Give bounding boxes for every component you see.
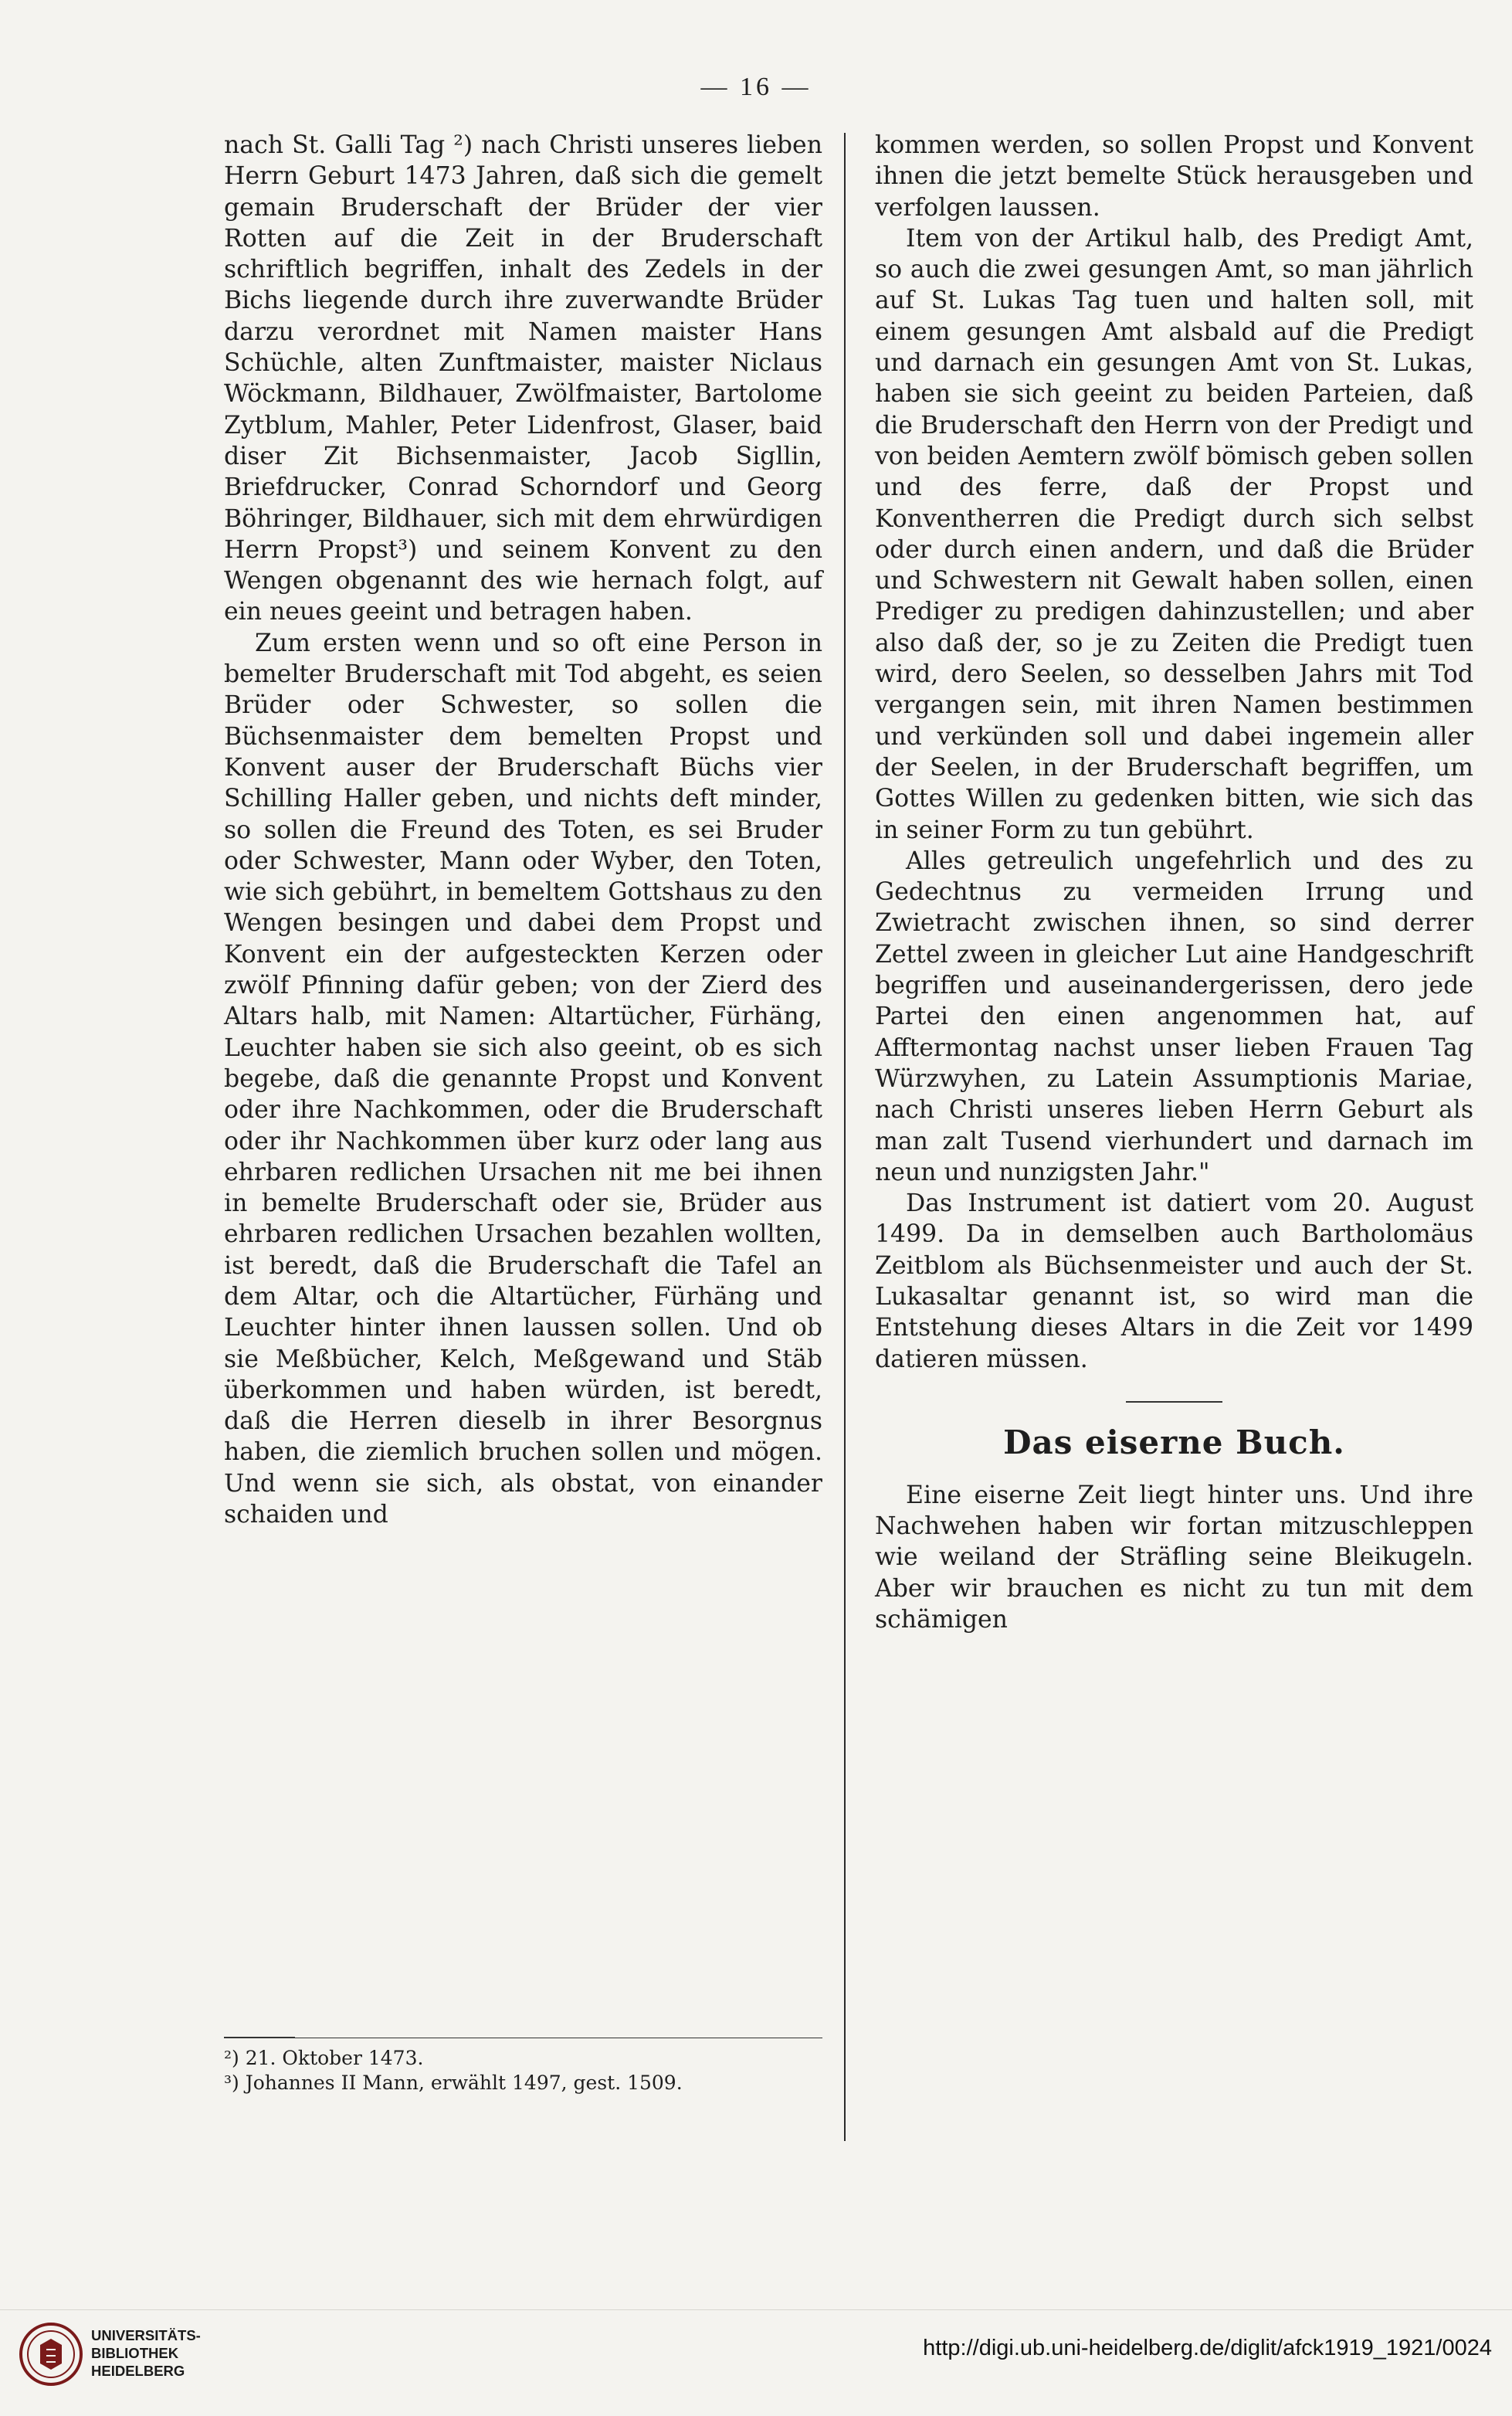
library-line-1: UNIVERSITÄTS- (91, 2327, 201, 2343)
section-paragraph: Eine eiserne Zeit liegt hinter uns. Und ihre Nachwehen haben wir fortan mitzuschleppen wie weiland der Sträfling seine Bleikugeln. Aber wir brauchen es nicht zu tun mit dem schämigen (875, 1481, 1473, 1634)
source-url-link[interactable]: http://digi.ub.uni-heidelberg.de/diglit/afck1919_1921/0024 (923, 2336, 1492, 2360)
footer-divider (0, 2309, 1512, 2310)
library-name (91, 2326, 201, 2380)
footnote-2: ²) 21. Oktober 1473. (224, 2047, 424, 2069)
section-title: Das eiserne Buch. (1003, 1423, 1345, 1461)
library-line-3: HEIDELBERG (91, 2363, 185, 2379)
section-rule (1126, 1401, 1222, 1403)
left-paragraph-2: Zum ersten wenn und so oft eine Person in bemelter Bruderschaft mit Tod abgeht, es seien Brüder oder Schwester, so sollen die Büchsenmaister dem bemelten Propst und Konvent auser der Bruderschaft Büchs vier Schilling Haller geben, und nichts deft minder, so sollen die Freund des Toten, es sei Bruder oder Schwester, Mann oder Wyber, den Toten, wie sich gebührt, in bemeltem Gottshaus zu den Wengen besingen und dabei dem Propst und Konvent ein der aufgesteckten Kerzen oder zwölf Pfinning dafür geben; von der Zierd des Altars halb, mit Namen: Altartücher, Fürhäng, Leuchter haben sie sich also geeint, ob es sich begebe, daß die genannte Propst und Konvent oder ihre Nachkommen, oder die Bruderschaft oder ihr Nachkommen über kurz oder lang aus ehrbaren redlichen Ursachen nit me bei ihnen in bemelte Bruderschaft oder sie, Brüder aus ehrbaren redlichen Ursachen bezahlen wollten, ist beredt, daß die Bruderschaft die Tafel an dem Altar, och die Altartücher, Fürhäng und Leuchter hinter ihnen laussen sollen. Und ob sie Meßbücher, Kelch, Meßgewand und Stäb überkommen und haben würden, ist beredt, daß die Herren dieselb in ihrer Besorgnus haben, die ziemlich bruchen sollen und mögen. Und wenn sie sich, als obstat, von einander schaiden und (224, 629, 822, 1529)
footnotes (224, 2038, 822, 2095)
page-number: — 16 — (700, 73, 812, 101)
right-paragraph-2: Item von der Artikul halb, des Predigt Amt, so auch die zwei gesungen Amt, so man jährlich auf St. Lukas Tag tuen und halten soll, mit einem gesungen Amt alsbald auf die Predigt und darnach ein gesungen Amt von St. Lukas, haben sie sich geeint zu beiden Parteien, daß die Bruderschaft den Herrn von der Predigt und von beiden Aemtern zwölf bömisch geben sollen und des ferre, daß der Propst und Konventherren die Predigt durch sich selbst oder durch einen andern, und daß die Brüder und Schwestern nit Gewalt haben sollen, einen Prediger zu predigen dahinzustellen; und aber also daß der, so je zu Zeiten die Predigt tuen wird, dero Seelen, so desselben Jahrs mit Tod vergangen sein, mit ihren Namen bestimmen und verkünden soll und dabei ingemein aller der Seelen, in der Bruderschaft begriffen, um Gottes Willen zu gedenken bitten, wie sich das in seiner Form zu tun gebührt. (875, 224, 1473, 844)
left-paragraph-1: nach St. Galli Tag ²) nach Christi unseres lieben Herrn Geburt 1473 Jahren, daß sich die gemelt gemain Bruderschaft der Brüder der vier Rotten auf die Zeit in der Bruderschaft schriftlich begriffen, inhalt des Zedels in der Bichs liegende durch ihre zuverwandte Brüder darzu verordnet mit Namen maister Hans Schüchle, alten Zunftmaister, maister Niclaus Wöckmann, Bildhauer, Zwölfmaister, Bartolome Zytblum, Mahler, Peter Lidenfrost, Glaser, baid diser Zit Bichsenmaister, Jacob Sigllin, Briefdrucker, Conrad Schorndorf und Georg Böhringer, Bildhauer, sich mit dem ehrwürdigen Herrn Propst³) und seinem Konvent zu den Wengen obgenannt des wie hernach folgt, auf ein neues geeint und betragen haben. (224, 131, 822, 626)
right-paragraph-4: Das Instrument ist datiert vom 20. August 1499. Da in demselben auch Bartholomäus Zeitblom als Büchsenmeister und auch der St. Lukasaltar genannt ist, so wird man die Entstehung dieses Altars in die Zeit vor 1499 datieren müssen. (875, 1189, 1473, 1373)
right-column (875, 130, 1473, 1635)
column-divider (844, 133, 846, 2141)
right-paragraph-3: Alles getreulich ungefehrlich und des zu Gedechtnus zu vermeiden Irrung und Zwietracht zwischen ihnen, so sind derrer Zettel zween in gleicher Lut aine Handgeschrift begriffen und auseinandergerissen, dero jede Partei den einen angenommen hat, auf Afftermontag nachst unser lieben Frauen Tag Würzwyhen, zu Latein Assumptionis Mariae, nach Christi unseres lieben Herrn Geburt als man zalt Tusend vierhundert und darnach im neun und nunzigsten Jahr." (875, 847, 1473, 1186)
library-line-2: BIBLIOTHEK (91, 2345, 179, 2361)
footnote-3: ³) Johannes II Mann, erwählt 1497, gest. 1509. (224, 2072, 683, 2094)
footnote-rule (224, 2037, 295, 2038)
right-paragraph-1: kommen werden, so sollen Propst und Konvent ihnen die jetzt bemelte Stück herausgeben und verfolgen laussen. (875, 131, 1473, 222)
library-seal-icon (19, 2322, 83, 2387)
left-column (224, 130, 822, 1530)
